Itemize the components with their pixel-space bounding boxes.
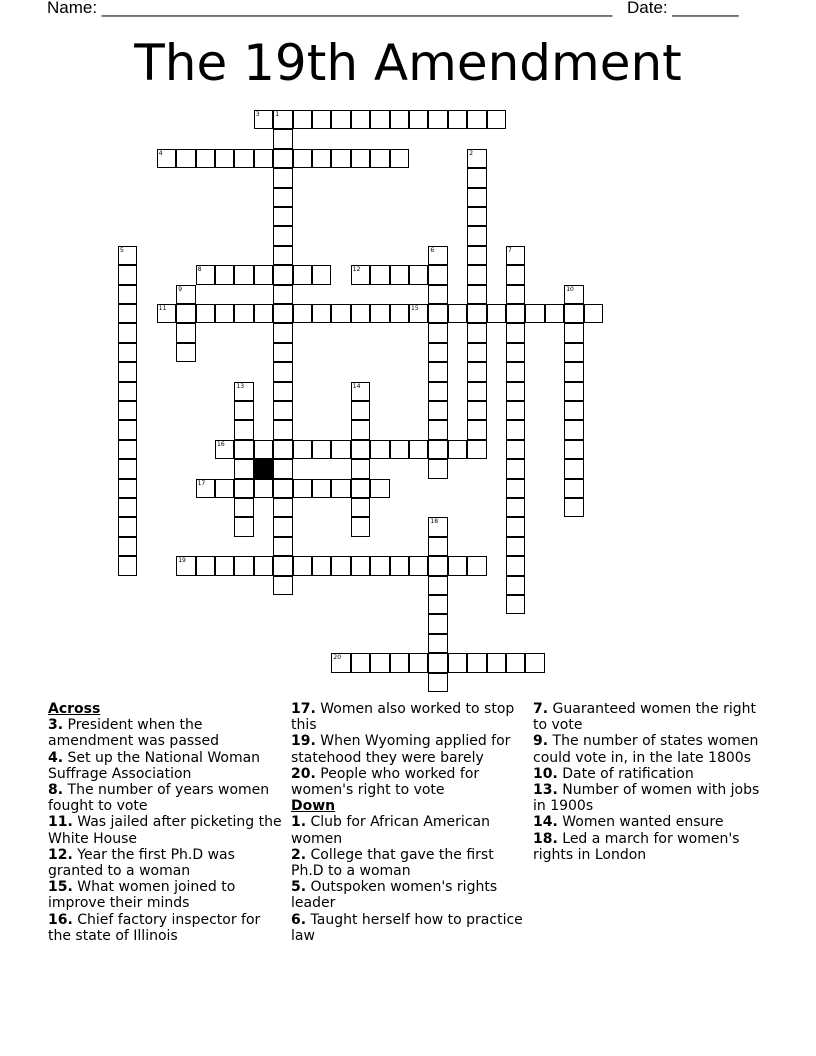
grid-cell[interactable] — [293, 304, 312, 323]
grid-cell[interactable] — [176, 304, 195, 323]
clue-number: 9. — [533, 733, 549, 750]
grid-cell[interactable] — [564, 459, 583, 478]
clue-number-label: 4 — [158, 149, 163, 157]
grid-cell[interactable] — [118, 265, 137, 284]
grid-cell[interactable] — [506, 498, 525, 517]
grid-cell[interactable] — [273, 479, 292, 498]
grid-cell[interactable] — [273, 498, 292, 517]
grid-cell[interactable] — [293, 440, 312, 459]
clue-number-label: 15 — [411, 305, 419, 312]
clue-number-label: 9 — [178, 285, 183, 293]
clues-column-3 — [533, 701, 768, 863]
grid-cell[interactable] — [351, 304, 370, 323]
clue-number-label: 16 — [217, 440, 225, 448]
grid-cell[interactable] — [467, 168, 486, 187]
grid-cell[interactable] — [506, 285, 525, 304]
clue-number: 10. — [533, 765, 558, 782]
grid-cell[interactable] — [467, 556, 486, 575]
grid-cell[interactable] — [351, 459, 370, 478]
grid-cell[interactable] — [428, 595, 447, 614]
grid-cell[interactable] — [370, 110, 389, 129]
grid-cell[interactable] — [351, 556, 370, 575]
grid-cell[interactable] — [467, 362, 486, 381]
down-clue — [291, 879, 526, 911]
clue-number: 1. — [291, 814, 307, 831]
grid-cell[interactable] — [118, 420, 137, 439]
grid-cell[interactable] — [351, 440, 370, 459]
grid-cell[interactable] — [312, 304, 331, 323]
grid-cell[interactable] — [390, 110, 409, 129]
grid-cell[interactable] — [409, 653, 428, 672]
across-clue — [291, 701, 526, 733]
clue-text: Outspoken women's rights leader — [291, 879, 498, 912]
clue-number: 19. — [291, 733, 316, 750]
grid-cell[interactable] — [234, 556, 253, 575]
grid-cell[interactable] — [273, 556, 292, 575]
grid-cell[interactable] — [312, 110, 331, 129]
grid-cell[interactable] — [351, 401, 370, 420]
clue-number-label: 3 — [255, 111, 260, 118]
grid-cell[interactable] — [564, 401, 583, 420]
across-clue — [48, 782, 283, 814]
grid-cell[interactable] — [273, 343, 292, 362]
grid-cell[interactable] — [273, 362, 292, 381]
clue-number: 11. — [48, 814, 73, 831]
grid-cell[interactable] — [448, 556, 467, 575]
grid-cell[interactable] — [390, 265, 409, 284]
grid-cell[interactable] — [428, 614, 447, 633]
grid-cell[interactable] — [118, 323, 137, 342]
grid-cell[interactable] — [196, 304, 215, 323]
grid-cell[interactable] — [273, 285, 292, 304]
grid-cell[interactable] — [390, 556, 409, 575]
date-field-label: Date: _______ — [627, 0, 739, 17]
grid-cell[interactable] — [448, 304, 467, 323]
grid-cell[interactable] — [234, 459, 253, 478]
clue-number-label: 6 — [430, 246, 435, 254]
down-clue — [533, 814, 768, 830]
grid-cell[interactable] — [312, 149, 331, 168]
across-clue — [48, 879, 283, 911]
grid-cell[interactable] — [564, 304, 583, 323]
grid-cell[interactable] — [351, 420, 370, 439]
page-title: The 19th Amendment — [134, 34, 682, 92]
grid-cell[interactable] — [118, 285, 137, 304]
grid-cell[interactable] — [564, 479, 583, 498]
grid-cell[interactable] — [331, 304, 350, 323]
grid-cell[interactable] — [273, 517, 292, 536]
grid-cell[interactable] — [506, 537, 525, 556]
across-clue — [48, 717, 283, 749]
grid-cell[interactable] — [467, 285, 486, 304]
grid-cell[interactable] — [545, 304, 564, 323]
clue-text: Led a march for women's rights in London — [533, 830, 740, 863]
grid-cell[interactable] — [215, 149, 234, 168]
grid-cell[interactable] — [118, 382, 137, 401]
grid-cell[interactable] — [273, 207, 292, 226]
grid-cell[interactable] — [448, 653, 467, 672]
grid-cell[interactable] — [506, 362, 525, 381]
clue-text: Chief factory inspector for the state of Illinois — [48, 911, 261, 944]
clue-number-label: 5 — [120, 246, 124, 254]
grid-cell[interactable] — [273, 129, 292, 148]
clue-number: 15. — [48, 879, 73, 896]
grid-cell[interactable] — [215, 304, 234, 323]
grid-cell[interactable] — [370, 149, 389, 168]
clue-number-label: 19 — [178, 557, 186, 565]
grid-cell[interactable] — [467, 653, 486, 672]
grid-cell[interactable] — [118, 304, 137, 323]
grid-cell[interactable] — [176, 323, 195, 342]
clue-number: 6. — [291, 911, 307, 928]
grid-cell[interactable] — [176, 343, 195, 362]
grid-cell[interactable] — [118, 517, 137, 536]
grid-cell[interactable] — [118, 362, 137, 381]
grid-cell[interactable] — [428, 459, 447, 478]
grid-cell[interactable] — [428, 634, 447, 653]
clue-number-label: 11 — [158, 305, 167, 312]
grid-cell[interactable] — [487, 653, 506, 672]
clue-text: Women wanted ensure — [562, 814, 724, 831]
grid-cell[interactable] — [506, 517, 525, 536]
grid-cell[interactable] — [467, 382, 486, 401]
down-clue — [533, 766, 768, 782]
grid-cell[interactable] — [273, 537, 292, 556]
grid-cell[interactable] — [487, 304, 506, 323]
grid-cell[interactable] — [254, 440, 273, 459]
grid-cell[interactable] — [312, 440, 331, 459]
grid-cell[interactable] — [118, 537, 137, 556]
grid-cell[interactable] — [351, 653, 370, 672]
grid-cell[interactable] — [409, 556, 428, 575]
grid-cell[interactable] — [467, 304, 486, 323]
grid-cell[interactable] — [506, 595, 525, 614]
grid-cell[interactable] — [118, 556, 137, 575]
down-clue — [291, 814, 526, 846]
across-heading: Across — [48, 701, 101, 717]
grid-cell[interactable] — [331, 440, 350, 459]
grid-cell[interactable] — [234, 517, 253, 536]
grid-cell[interactable] — [428, 576, 447, 595]
grid-cell[interactable] — [428, 382, 447, 401]
grid-cell[interactable] — [506, 459, 525, 478]
grid-cell[interactable] — [506, 556, 525, 575]
clue-number: 2. — [291, 846, 307, 863]
clue-text: The number of years women fought to vote — [48, 782, 270, 815]
grid-cell[interactable] — [331, 479, 350, 498]
grid-cell[interactable] — [564, 382, 583, 401]
clue-text: College that gave the first Ph.D to a woman — [291, 846, 494, 880]
clues-column-2 — [291, 701, 526, 944]
clue-text: President when the amendment was passed — [48, 717, 219, 750]
grid-cell[interactable] — [234, 420, 253, 439]
grid-cell[interactable] — [506, 440, 525, 459]
grid-cell[interactable] — [428, 420, 447, 439]
grid-cell[interactable] — [176, 149, 195, 168]
grid-cell[interactable] — [331, 149, 350, 168]
grid-cell[interactable] — [273, 265, 292, 284]
grid-cell[interactable] — [215, 479, 234, 498]
clue-text: Set up the National Woman Suffrage Association — [48, 749, 261, 782]
clue-text: Date of ratification — [562, 765, 694, 782]
grid-cell[interactable] — [351, 110, 370, 129]
grid-cell[interactable] — [118, 498, 137, 517]
down-clue — [533, 733, 768, 765]
grid-cell[interactable] — [293, 110, 312, 129]
clue-text: Women also worked to stop this — [291, 701, 515, 734]
grid-cell[interactable] — [428, 653, 447, 672]
grid-cell[interactable] — [409, 110, 428, 129]
grid-cell[interactable] — [564, 323, 583, 342]
clue-text: Guaranteed women the right to vote — [533, 701, 756, 734]
clue-text: Number of women with jobs in 1900s — [533, 782, 760, 815]
across-clue — [291, 766, 526, 798]
clue-number: 17. — [291, 701, 316, 717]
grid-cell[interactable] — [467, 440, 486, 459]
clue-number: 14. — [533, 814, 558, 831]
grid-cell[interactable] — [428, 440, 447, 459]
clue-number-label: 13 — [236, 382, 245, 390]
grid-cell[interactable] — [273, 420, 292, 439]
grid-cell[interactable] — [215, 556, 234, 575]
clue-number: 16. — [48, 911, 73, 928]
grid-cell[interactable] — [351, 479, 370, 498]
clue-text: Was jailed after picketing the White House — [48, 814, 282, 847]
clue-number: 12. — [48, 846, 73, 863]
clue-number: 18. — [533, 830, 558, 847]
grid-cell[interactable] — [273, 382, 292, 401]
grid-cell[interactable] — [584, 304, 603, 323]
grid-cell[interactable] — [234, 479, 253, 498]
grid-cell[interactable] — [370, 556, 389, 575]
clue-number-label: 14 — [352, 382, 361, 390]
grid-cell[interactable] — [564, 498, 583, 517]
grid-cell[interactable] — [293, 265, 312, 284]
grid-cell[interactable] — [370, 265, 389, 284]
grid-cell[interactable] — [118, 401, 137, 420]
down-clue — [533, 701, 768, 733]
grid-cell[interactable] — [312, 265, 331, 284]
grid-cell[interactable] — [254, 304, 273, 323]
grid-cell[interactable] — [370, 479, 389, 498]
grid-cell[interactable] — [118, 459, 137, 478]
grid-cell[interactable] — [467, 343, 486, 362]
grid-cell[interactable] — [467, 246, 486, 265]
grid-cell[interactable] — [428, 537, 447, 556]
grid-cell[interactable] — [428, 285, 447, 304]
grid-cell[interactable] — [390, 440, 409, 459]
grid-cell[interactable] — [293, 556, 312, 575]
grid-cell[interactable] — [351, 498, 370, 517]
clue-number-label: 10 — [566, 285, 574, 293]
clue-number-label: 1 — [275, 111, 280, 118]
grid-cell[interactable] — [506, 343, 525, 362]
clue-text: Taught herself how to practice law — [291, 911, 523, 944]
grid-cell[interactable] — [390, 653, 409, 672]
down-clue — [291, 912, 526, 944]
grid-cell[interactable] — [370, 440, 389, 459]
grid-cell[interactable] — [467, 265, 486, 284]
grid-cell[interactable] — [467, 226, 486, 245]
down-heading: Down — [291, 798, 336, 815]
grid-cell[interactable] — [506, 401, 525, 420]
grid-cell[interactable] — [409, 440, 428, 459]
clues-column-1 — [48, 701, 283, 944]
grid-cell[interactable] — [506, 304, 525, 323]
grid-cell[interactable] — [196, 149, 215, 168]
grid-cell[interactable] — [351, 149, 370, 168]
down-clue — [291, 847, 526, 879]
grid-cell[interactable] — [409, 265, 428, 284]
grid-cell[interactable] — [506, 420, 525, 439]
grid-cell[interactable] — [564, 440, 583, 459]
grid-cell[interactable] — [467, 188, 486, 207]
grid-cell[interactable] — [390, 304, 409, 323]
grid-cell[interactable] — [428, 401, 447, 420]
grid-cell[interactable] — [428, 343, 447, 362]
clue-text: People who worked for women's right to vote — [291, 765, 480, 799]
grid-cell[interactable] — [215, 265, 234, 284]
grid-cell[interactable] — [273, 323, 292, 342]
clue-text: What women joined to improve their minds — [48, 879, 236, 912]
clue-number-label: 2 — [469, 149, 474, 157]
grid-cell[interactable] — [351, 517, 370, 536]
grid-cell[interactable] — [487, 110, 506, 129]
grid-cell[interactable] — [448, 110, 467, 129]
clue-text: When Wyoming applied for statehood they were barely — [291, 733, 511, 766]
grid-cell[interactable] — [428, 556, 447, 575]
grid-cell[interactable] — [506, 479, 525, 498]
grid-cell[interactable] — [428, 110, 447, 129]
down-clue — [533, 782, 768, 814]
grid-cell[interactable] — [428, 265, 447, 284]
grid-cell[interactable] — [506, 265, 525, 284]
clue-number: 20. — [291, 765, 316, 782]
clue-text: The number of states women could vote in, in the late 1800s — [533, 733, 759, 766]
grid-cell[interactable] — [293, 149, 312, 168]
grid-cell[interactable] — [370, 304, 389, 323]
grid-cell[interactable] — [273, 226, 292, 245]
grid-cell[interactable] — [234, 304, 253, 323]
grid-cell[interactable] — [467, 110, 486, 129]
grid-cell[interactable] — [118, 440, 137, 459]
clue-number: 4. — [48, 749, 64, 766]
grid-cell[interactable] — [254, 556, 273, 575]
grid-cell[interactable] — [118, 479, 137, 498]
grid-cell[interactable] — [467, 420, 486, 439]
grid-cell[interactable] — [254, 149, 273, 168]
grid-cell[interactable] — [370, 653, 389, 672]
grid-cell[interactable] — [273, 168, 292, 187]
name-field-label: Name: ______________________________________________________ — [47, 0, 613, 17]
grid-cell[interactable] — [234, 149, 253, 168]
grid-cell[interactable] — [506, 653, 525, 672]
grid-cell[interactable] — [448, 440, 467, 459]
grid-cell[interactable] — [506, 382, 525, 401]
clue-number: 3. — [48, 717, 64, 734]
clue-number-label: 7 — [508, 246, 512, 254]
grid-cell[interactable] — [273, 440, 292, 459]
blocked-cell — [254, 459, 273, 478]
grid-cell[interactable] — [564, 343, 583, 362]
grid-cell[interactable] — [312, 556, 331, 575]
clue-number-label: 12 — [352, 266, 361, 274]
grid-cell[interactable] — [428, 323, 447, 342]
grid-cell[interactable] — [467, 323, 486, 342]
grid-cell[interactable] — [273, 149, 292, 168]
grid-cell[interactable] — [234, 401, 253, 420]
grid-cell[interactable] — [506, 323, 525, 342]
clue-number: 5. — [291, 879, 307, 896]
grid-cell[interactable] — [273, 459, 292, 478]
grid-cell[interactable] — [234, 440, 253, 459]
across-clue — [48, 912, 283, 944]
grid-cell[interactable] — [312, 479, 331, 498]
grid-cell[interactable] — [234, 265, 253, 284]
grid-cell[interactable] — [293, 479, 312, 498]
grid-cell[interactable] — [428, 673, 447, 692]
grid-cell[interactable] — [467, 207, 486, 226]
grid-cell[interactable] — [525, 304, 544, 323]
clue-number: 7. — [533, 701, 549, 717]
grid-cell[interactable] — [390, 149, 409, 168]
clue-text: Year the first Ph.D was granted to a woman — [48, 846, 235, 880]
grid-cell[interactable] — [331, 556, 350, 575]
clue-number: 8. — [48, 782, 64, 799]
grid-cell[interactable] — [506, 576, 525, 595]
grid-cell[interactable] — [273, 188, 292, 207]
clue-number-label: 8 — [197, 266, 202, 274]
down-clue — [533, 831, 768, 863]
grid-cell[interactable] — [467, 401, 486, 420]
grid-cell[interactable] — [273, 576, 292, 595]
grid-cell[interactable] — [273, 246, 292, 265]
grid-cell[interactable] — [525, 653, 544, 672]
grid-cell[interactable] — [564, 420, 583, 439]
grid-cell[interactable] — [273, 304, 292, 323]
grid-cell[interactable] — [331, 110, 350, 129]
clue-number-label: 20 — [333, 654, 342, 662]
across-clue — [48, 814, 283, 846]
grid-cell[interactable] — [428, 304, 447, 323]
clue-number-label: 17 — [197, 479, 206, 487]
across-clue — [48, 750, 283, 782]
grid-cell[interactable] — [273, 401, 292, 420]
grid-cell[interactable] — [428, 362, 447, 381]
clue-number: 13. — [533, 782, 558, 799]
grid-cell[interactable] — [254, 265, 273, 284]
clue-number-label: 18 — [430, 518, 439, 526]
across-clue — [291, 733, 526, 765]
grid-cell[interactable] — [564, 362, 583, 381]
grid-cell[interactable] — [118, 343, 137, 362]
grid-cell[interactable] — [254, 479, 273, 498]
grid-cell[interactable] — [196, 556, 215, 575]
clue-text: Club for African American women — [291, 814, 490, 847]
grid-cell[interactable] — [234, 498, 253, 517]
across-clue — [48, 847, 283, 879]
